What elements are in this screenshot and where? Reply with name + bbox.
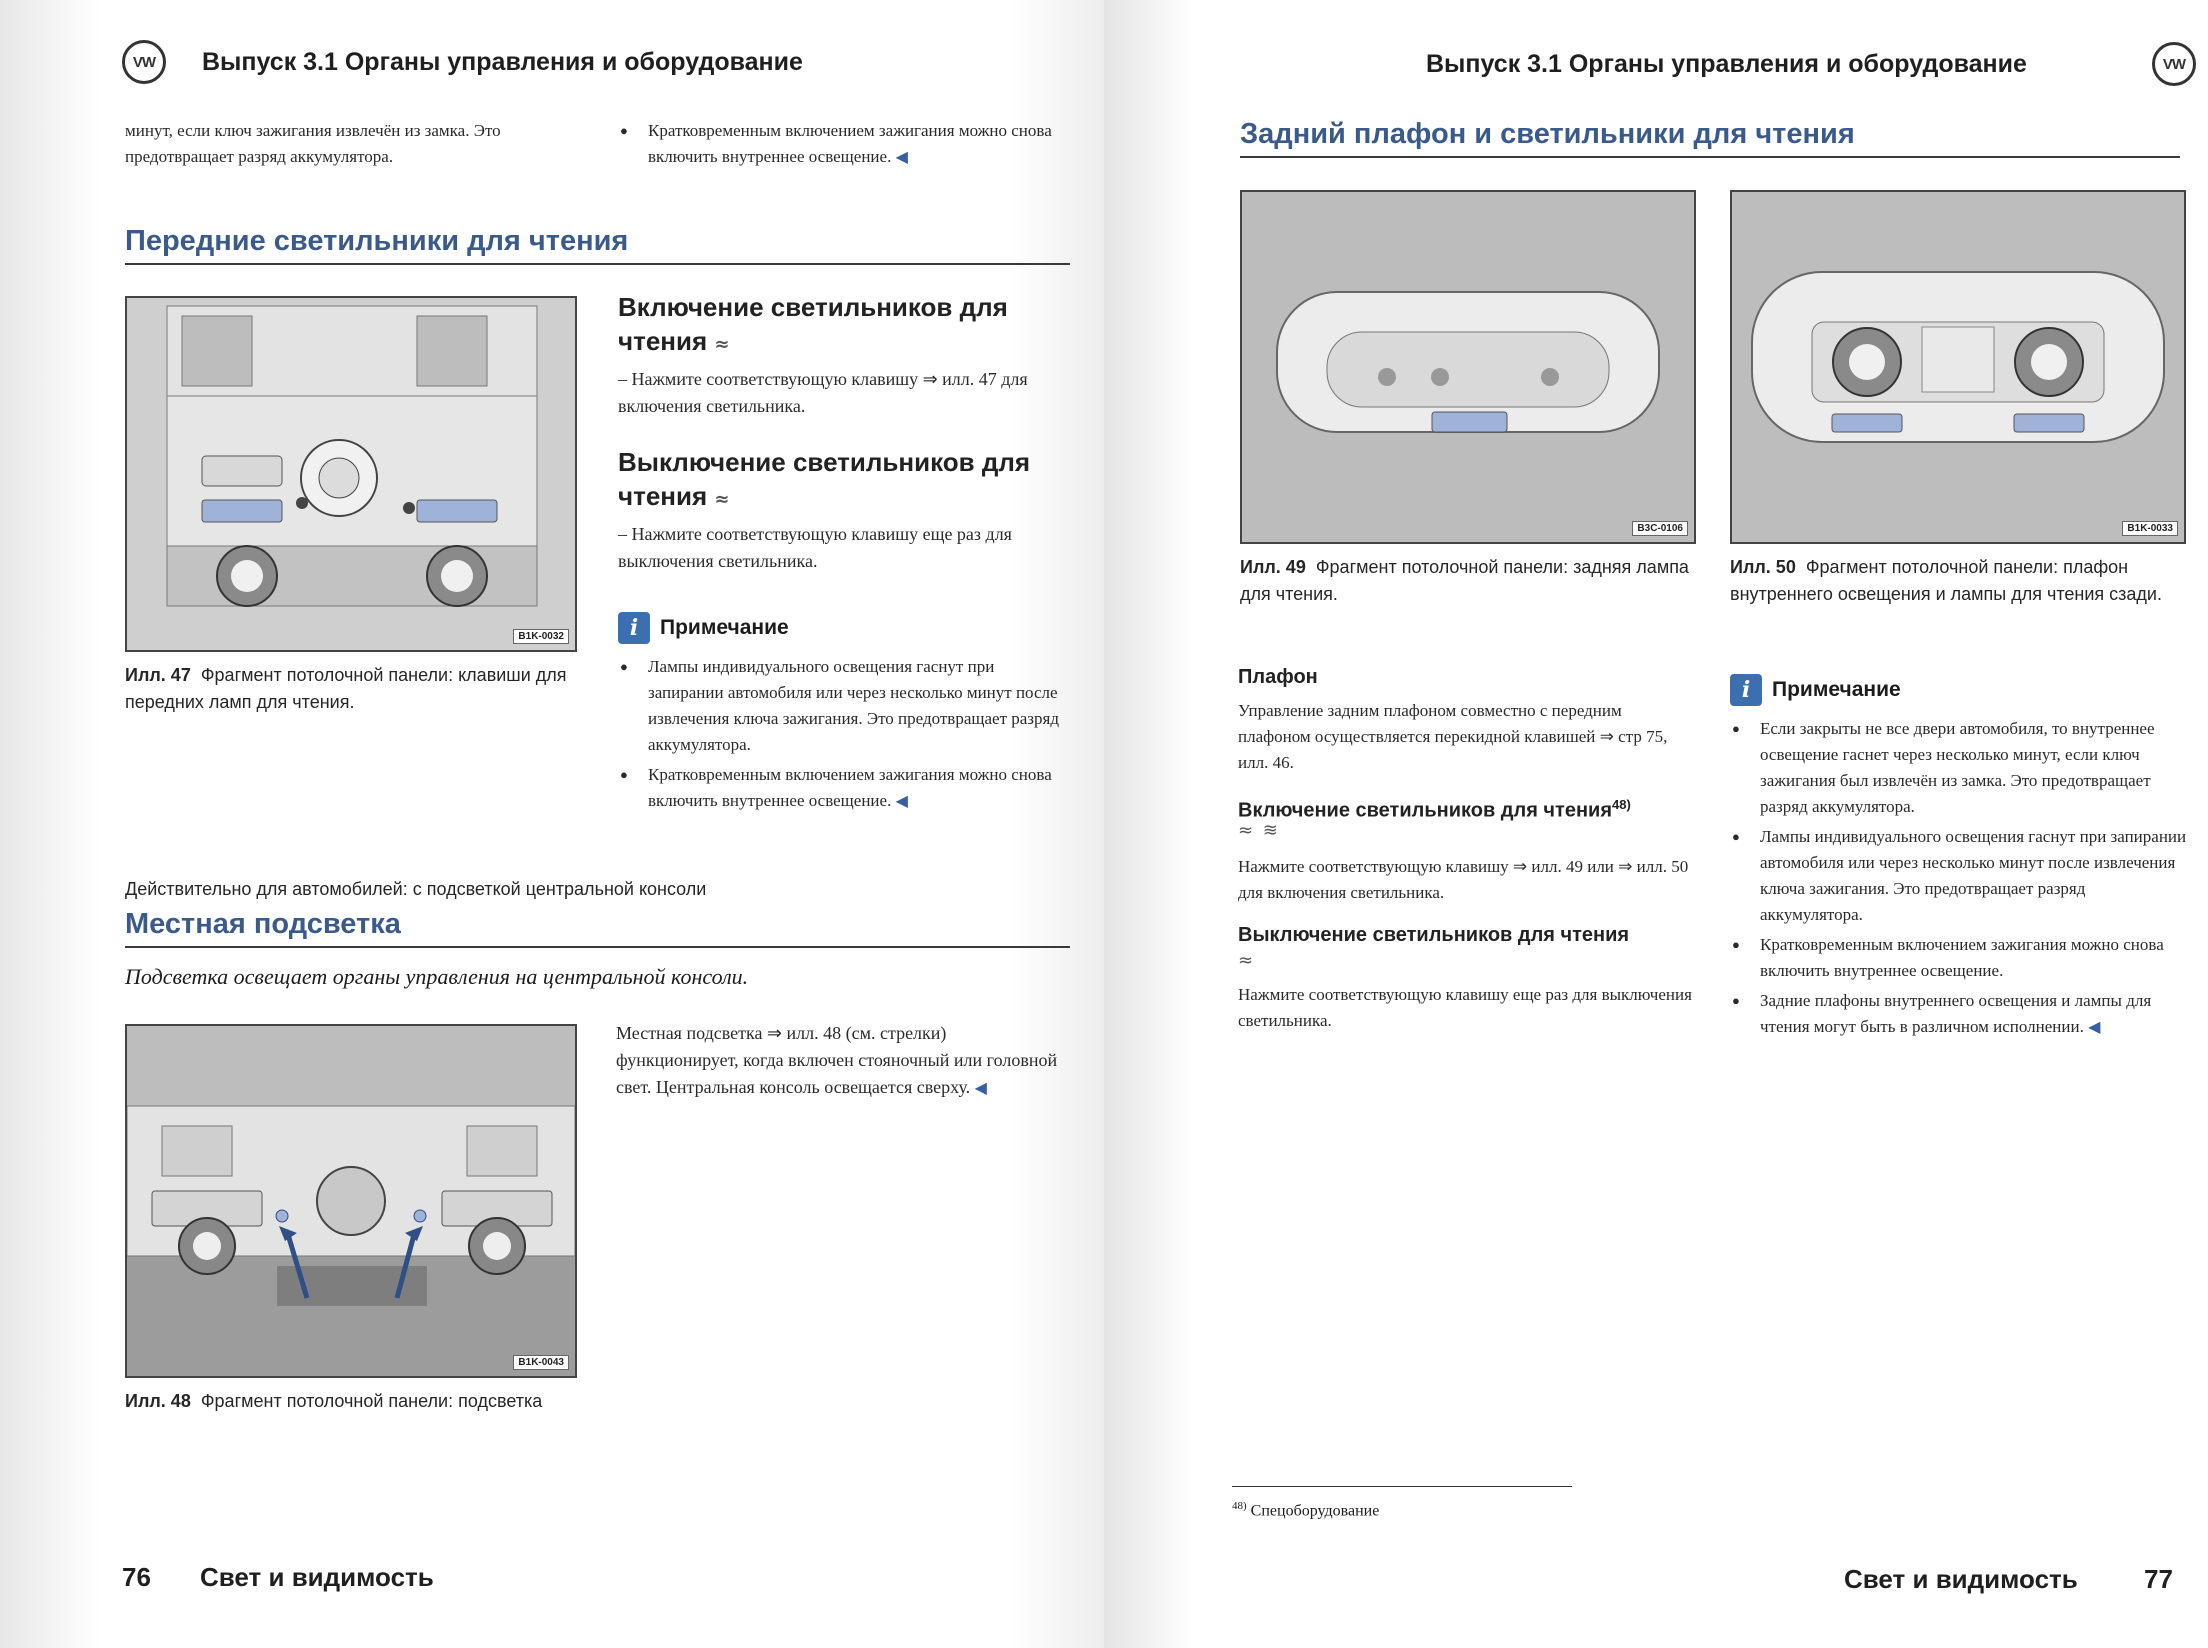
note-item: ● Задние плафоны внутреннего освещения и лампы для чтения могут быть в различном исполнении. ◀ [1730, 988, 2190, 1041]
note-title: Примечание [660, 616, 789, 639]
figure-47-illustration [127, 298, 575, 650]
note-header [1730, 674, 2190, 706]
end-marker-icon: ◀ [895, 149, 908, 166]
footer-title-right: Свет и видимость [1844, 1564, 2078, 1594]
right-page [1104, 0, 2208, 1648]
plafon-title: Плафон [1238, 666, 1318, 688]
end-marker-icon: ◀ [974, 1080, 987, 1097]
section-rule [125, 263, 1070, 265]
off-lights-title: Выключение светильников для чтения ≈ [618, 447, 1031, 511]
off-lights-text-rear: Нажмите соответствующую клавишу еще раз для выключения светильника. [1238, 985, 1692, 1030]
note-item: ● Если закрыты не все двери автомобиля, то внутреннее освещение гаснет через несколько минут, если ключ зажигания был извлечён из замка. Это предотвращает разряд аккумулятора. [1730, 716, 2190, 820]
note-title: Примечание [1772, 678, 1901, 701]
figure-50-caption: Илл. 50 Фрагмент потолочной панели: плафон внутреннего освещения и лампы для чтения сзади. [1730, 557, 2162, 604]
figure-47 [125, 296, 577, 652]
end-marker-icon: ◀ [2088, 1019, 2101, 1036]
note-item: ● Лампы индивидуального освещения гаснут при запирании автомобиля или через несколько минут после извлечения ключа зажигания. Это предотвращает разряд аккумулятора. [1730, 824, 2190, 928]
off-lights-text: – Нажмите соответствующую клавишу еще раз для выключения светильника. [618, 524, 1012, 571]
on-lights-text-rear: Нажмите соответствующую клавишу ⇒ илл. 49 или ⇒ илл. 50 для включения светильника. [1238, 857, 1689, 902]
vw-logo-icon: VW [2152, 42, 2196, 86]
section-lead: Подсветка освещает органы управления на центральной консоли. [125, 964, 749, 989]
note-item: ● Лампы индивидуального освещения гаснут при запирании автомобиля или через несколько минут после извлечения ключа зажигания. Это предотвращает разряд аккумулятора. [618, 654, 1068, 758]
valid-for-text: Действительно для автомобилей: с подсветкой центральной консоли [125, 879, 707, 899]
figure-49-caption: Илл. 49 Фрагмент потолочной панели: задняя лампа для чтения. [1240, 557, 1689, 604]
note-item: ● Кратковременным включением зажигания можно снова включить внутреннее освещение. ◀ [618, 762, 1068, 815]
section-rule [1240, 156, 2180, 158]
on-lights-title: Включение светильников для чтения ≈ [618, 292, 1008, 356]
note-item: ● Кратковременным включением зажигания можно снова включить внутреннее освещение. [1730, 932, 2190, 984]
footnote: $^{48)}$ Спецоборудование [1232, 1500, 1380, 1520]
figure-50-id: B1K-0033 [2122, 521, 2178, 536]
left-running-header: Выпуск 3.1 Органы управления и оборудование [202, 48, 803, 76]
end-marker-icon: ◀ [895, 793, 908, 810]
figure-48 [125, 1024, 577, 1378]
figure-47-caption: Илл. 47 Фрагмент потолочной панели: клавиши для передних ламп для чтения. [125, 665, 567, 712]
figure-50 [1730, 190, 2186, 544]
figure-49 [1240, 190, 1696, 544]
section-title-local-lighting: Местная подсветка [125, 908, 401, 940]
info-icon: i [1730, 674, 1762, 706]
section-title-rear-reading: Задний плафон и светильники для чтения [1240, 118, 1855, 150]
reading-light-icon: ≈ [714, 334, 732, 355]
figure-48-id: B1K-0043 [513, 1355, 569, 1370]
on-lights-text: – Нажмите соответствующую клавишу ⇒ илл. 47 для включения светильника. [618, 369, 1028, 416]
note-box-left [618, 612, 1068, 815]
section-title-front-reading: Передние светильники для чтения [125, 225, 629, 257]
vw-logo-icon: VW [122, 40, 166, 84]
page-number-left: 76 [122, 1562, 151, 1592]
footer-title-left: Свет и видимость [200, 1562, 434, 1592]
section-rule [125, 946, 1070, 948]
on-lights-title-rear: Включение светильников для чтения$^{48)}$ [1238, 797, 1631, 822]
page-number-right: 77 [2144, 1564, 2173, 1594]
intro-right-bullet: ● Кратковременным включением зажигания можно снова включить внутреннее освещение. ◀ [618, 118, 1068, 171]
figure-47-id: B1K-0032 [513, 629, 569, 644]
local-lighting-text: Местная подсветка ⇒ илл. 48 (см. стрелки) функционирует, когда включен стояночный или головной свет. Центральная консоль освещается сверху. ◀ [616, 1023, 1058, 1097]
info-icon: i [618, 612, 650, 644]
right-running-header: Выпуск 3.1 Органы управления и оборудование [1426, 50, 2027, 78]
figure-48-illustration [127, 1026, 575, 1376]
plafon-text: Управление задним плафоном совместно с передним плафоном осуществляется перекидной клавишей ⇒ стр 75, илл. 46. [1238, 701, 1668, 772]
figure-49-illustration [1242, 192, 1694, 542]
note-header [618, 612, 1068, 644]
note-box-right [1730, 674, 2190, 1041]
figure-49-id: B3C-0106 [1632, 521, 1688, 536]
intro-left-text: минут, если ключ зажигания извлечён из замка. Это предотвращает разряд аккумулятора. [125, 121, 501, 166]
footnote-rule [1232, 1486, 1572, 1487]
figure-48-caption: Илл. 48 Фрагмент потолочной панели: подсветка [125, 1391, 543, 1411]
off-lights-title-rear: Выключение светильников для чтения [1238, 924, 1630, 946]
reading-light-off-icon: ≈ [1238, 950, 1256, 971]
reading-light-off-icon: ≈ [714, 489, 732, 510]
figure-50-illustration [1732, 192, 2184, 542]
reading-light-icon: ≈ ≋ [1238, 820, 1280, 841]
